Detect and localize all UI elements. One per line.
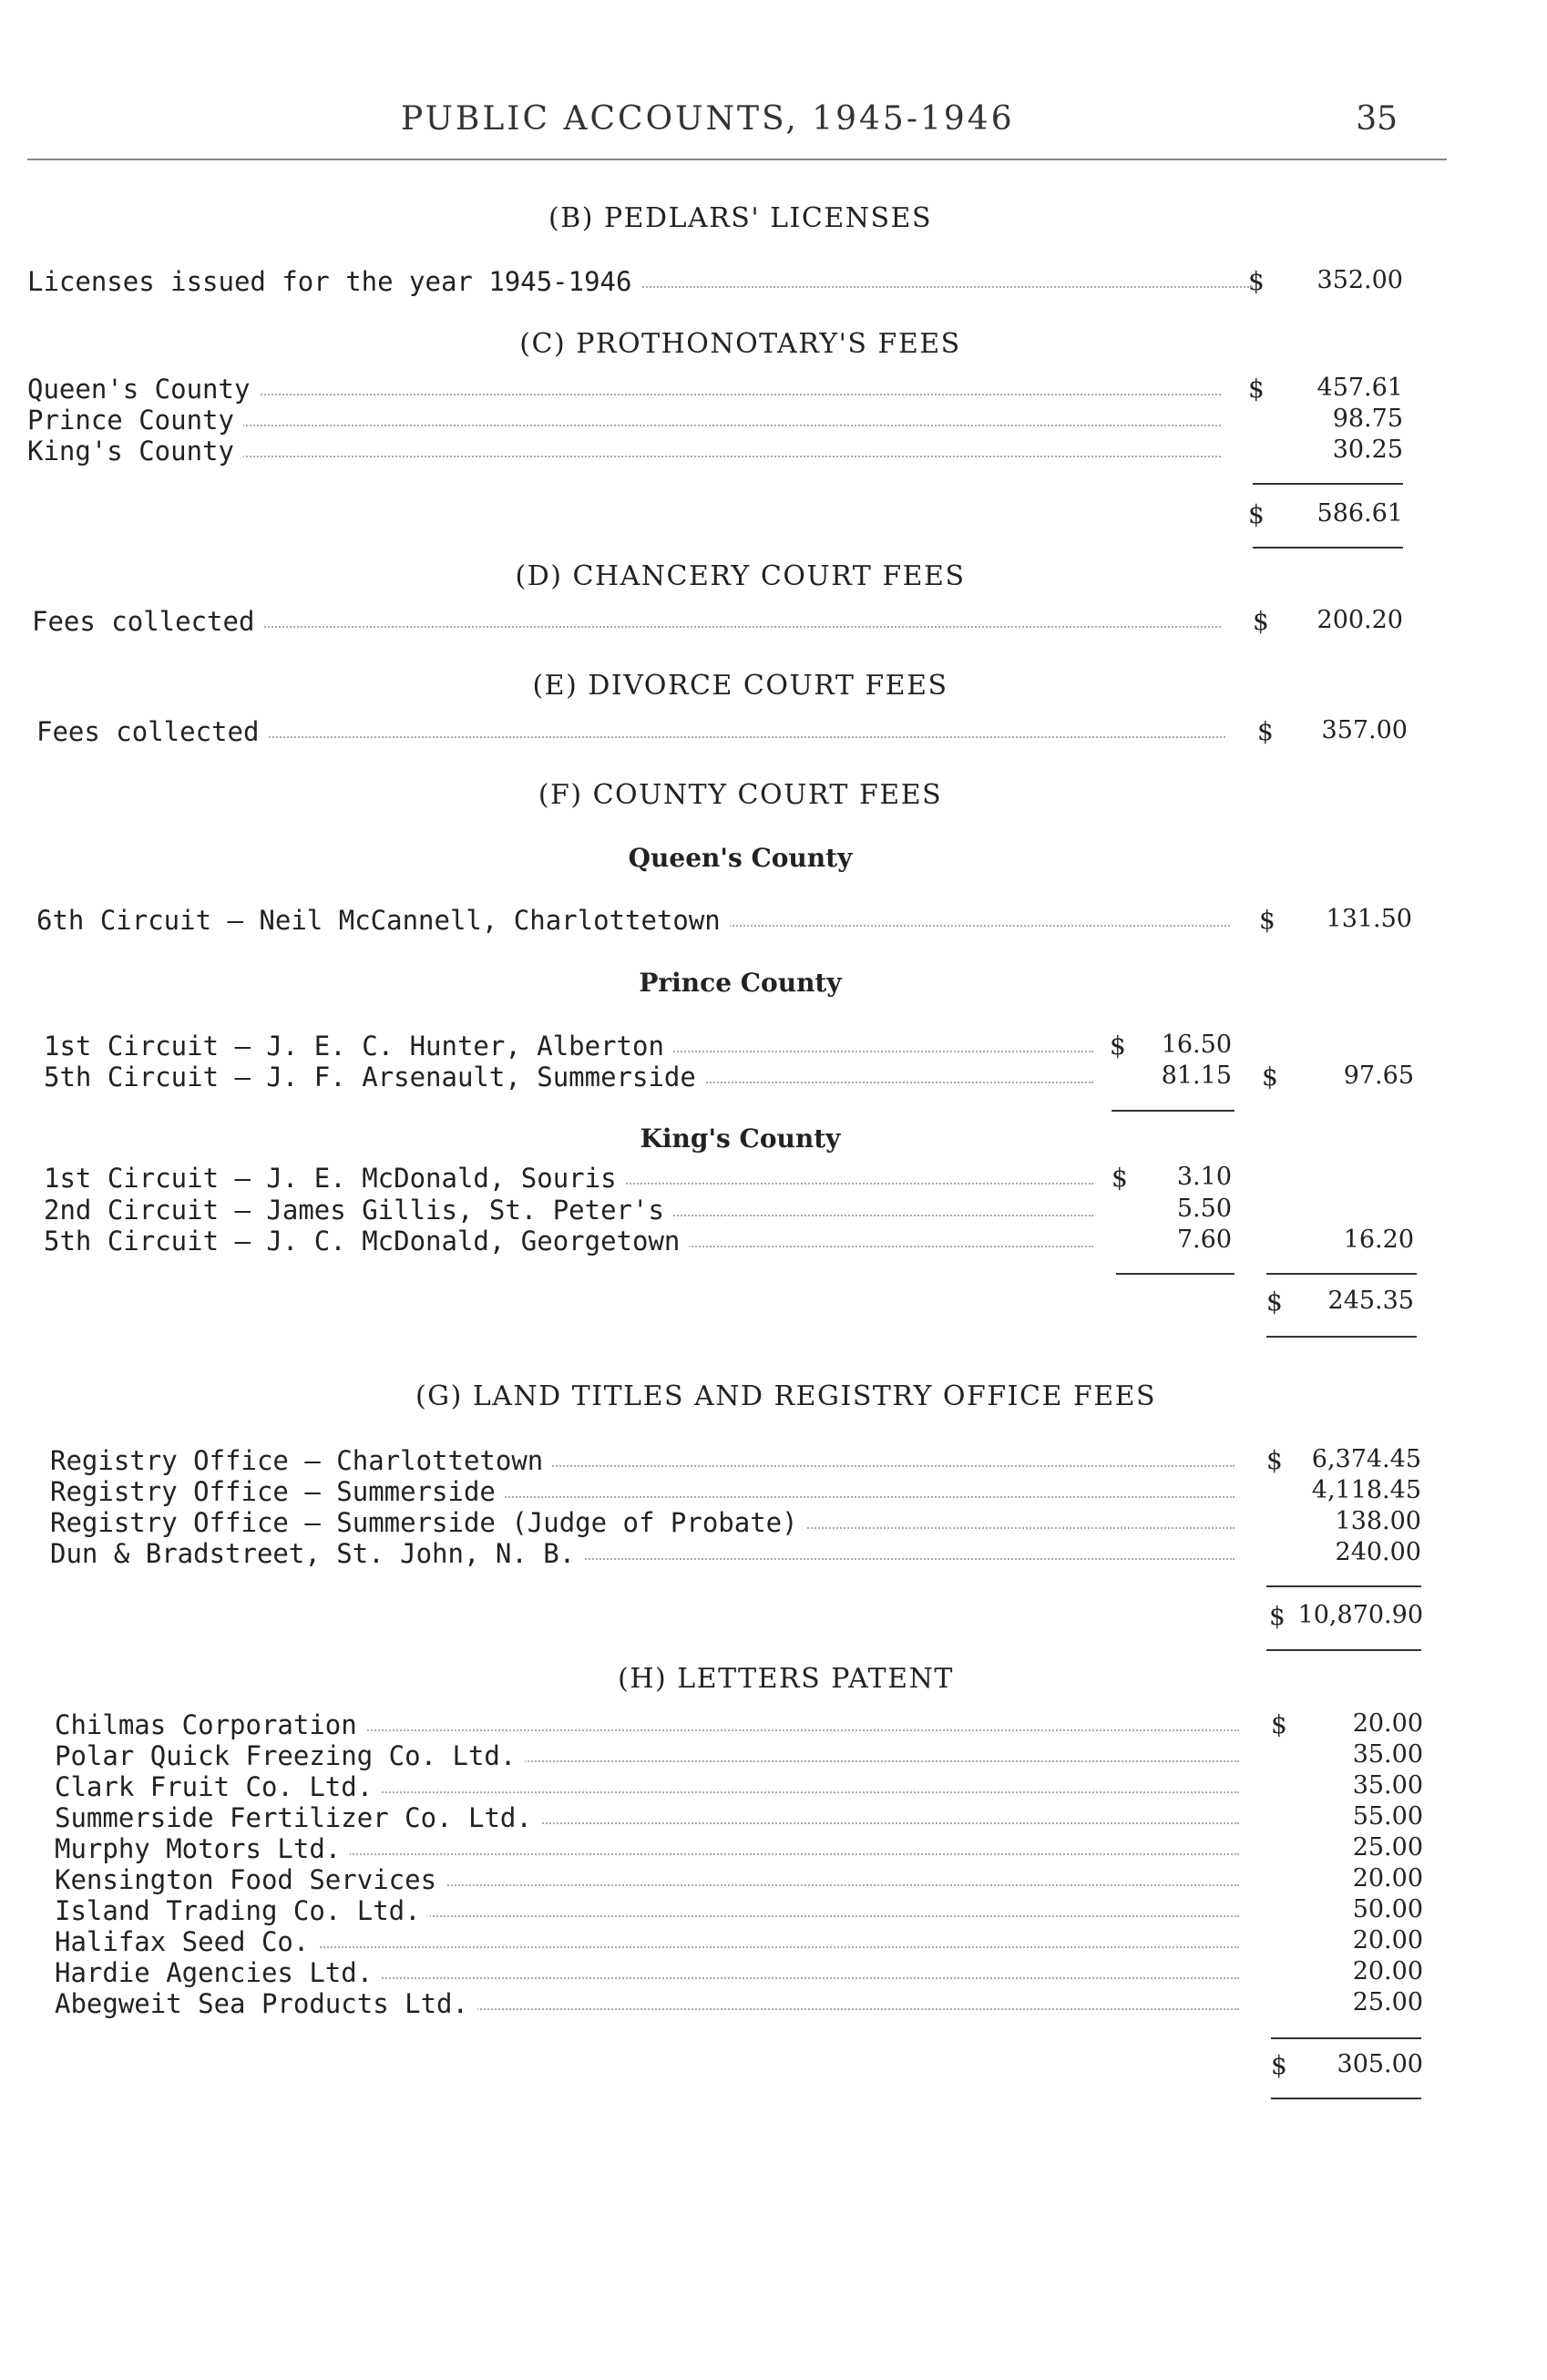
ledger-row xyxy=(36,905,1230,936)
amount: 20.00 xyxy=(1352,1926,1423,1954)
amount: 16.50 xyxy=(1161,1031,1232,1059)
ledger-row xyxy=(36,716,1225,747)
ledger-row xyxy=(44,1195,1093,1226)
ledger-row xyxy=(44,1062,1093,1093)
dollar-sign: $ xyxy=(1112,1163,1128,1193)
amount: 200.20 xyxy=(1316,606,1403,634)
section-heading-divorce: (E) DIVORCE COURT FEES xyxy=(532,670,948,702)
dollar-sign: $ xyxy=(1271,1709,1287,1739)
section-heading-county-court: (F) COUNTY COURT FEES xyxy=(538,779,943,811)
amount: 7.60 xyxy=(1176,1226,1232,1254)
amount: 81.15 xyxy=(1161,1062,1232,1090)
page-title: PUBLIC ACCOUNTS, 1945-1946 xyxy=(401,100,1015,138)
amount: 357.00 xyxy=(1321,716,1408,744)
dollar-sign: $ xyxy=(1257,716,1274,746)
row-label: Abegweit Sea Products Ltd. xyxy=(55,1988,477,2019)
section-heading-prothonotary: (C) PROTHONOTARY'S FEES xyxy=(519,328,961,360)
ledger-row xyxy=(55,1895,1239,1926)
subtotal: 16.20 xyxy=(1343,1226,1414,1254)
row-label: Queen's County xyxy=(27,374,259,405)
row-label: Registry Office — Summerside xyxy=(50,1476,505,1507)
section-heading-land-titles: (G) LAND TITLES AND REGISTRY OFFICE FEES xyxy=(415,1380,1157,1412)
total-rule xyxy=(1266,1336,1417,1338)
dollar-sign: $ xyxy=(1253,606,1269,636)
subheading-queens-county: Queen's County xyxy=(628,843,853,873)
amount: 50.00 xyxy=(1352,1895,1423,1923)
dollar-sign: $ xyxy=(1248,266,1265,296)
subtotal-rule xyxy=(1112,1110,1235,1112)
section-heading-letters-patent: (H) LETTERS PATENT xyxy=(618,1663,954,1695)
row-label: King's County xyxy=(27,436,243,467)
total-rule xyxy=(1253,483,1403,485)
amount: 3.10 xyxy=(1176,1163,1232,1191)
amount: 5.50 xyxy=(1176,1195,1232,1223)
ledger-row xyxy=(55,1833,1239,1864)
amount: 30.25 xyxy=(1332,436,1403,464)
amount: 20.00 xyxy=(1352,1957,1423,1985)
section-heading-chancery: (D) CHANCERY COURT FEES xyxy=(515,560,966,592)
row-label: Fees collected xyxy=(32,606,263,637)
ledger-row xyxy=(55,1957,1239,1988)
ledger-row xyxy=(27,266,1253,297)
section-total: 586.61 xyxy=(1316,499,1403,528)
section-total: 245.35 xyxy=(1327,1287,1414,1315)
amount: 35.00 xyxy=(1352,1740,1423,1769)
row-label: Polar Quick Freezing Co. Ltd. xyxy=(55,1740,525,1771)
row-label: Dun & Bradstreet, St. John, N. B. xyxy=(50,1538,584,1569)
row-label: Fees collected xyxy=(36,716,268,747)
ledger-row xyxy=(44,1031,1093,1062)
ledger-row xyxy=(27,436,1221,467)
row-label: Registry Office — Charlottetown xyxy=(50,1445,552,1476)
total-rule xyxy=(1271,2098,1421,2099)
row-label: 1st Circuit — J. E. C. Hunter, Alberton xyxy=(44,1031,673,1062)
section-total: 10,870.90 xyxy=(1297,1601,1423,1629)
page-header xyxy=(0,100,1547,155)
amount: 352.00 xyxy=(1316,266,1403,294)
subheading-kings-county: King's County xyxy=(640,1123,841,1154)
dollar-sign: $ xyxy=(1266,1445,1283,1475)
total-rule xyxy=(1266,1585,1421,1587)
ledger-row xyxy=(55,1709,1239,1740)
row-label: Clark Fruit Co. Ltd. xyxy=(55,1771,382,1802)
ledger-row xyxy=(44,1226,1093,1257)
ledger-row xyxy=(50,1538,1235,1569)
ledger-row xyxy=(55,1740,1239,1771)
ledger-row xyxy=(32,606,1221,637)
amount: 25.00 xyxy=(1352,1833,1423,1862)
total-rule xyxy=(1271,2037,1421,2039)
dollar-sign: $ xyxy=(1269,1601,1286,1631)
amount: 55.00 xyxy=(1352,1802,1423,1831)
amount: 457.61 xyxy=(1316,374,1403,402)
row-label: Registry Office — Summerside (Judge of Probate) xyxy=(50,1507,807,1538)
section-heading-pedlars: (B) PEDLARS' LICENSES xyxy=(548,202,933,234)
ledger-row xyxy=(55,1988,1239,2019)
ledger-row xyxy=(50,1445,1235,1476)
row-label: Island Trading Co. Ltd. xyxy=(55,1895,430,1926)
ledger-row xyxy=(27,374,1221,405)
page-number: 35 xyxy=(1356,100,1398,138)
dollar-sign: $ xyxy=(1266,1287,1283,1317)
amount: 20.00 xyxy=(1352,1864,1423,1893)
header-rule xyxy=(27,159,1447,160)
total-rule xyxy=(1253,547,1403,549)
row-label: 5th Circuit — J. F. Arsenault, Summerside xyxy=(44,1062,705,1093)
ledger-row xyxy=(50,1507,1235,1538)
ledger-row xyxy=(27,405,1221,436)
subtotal: 97.65 xyxy=(1343,1062,1414,1090)
row-label: 2nd Circuit — James Gillis, St. Peter's xyxy=(44,1195,673,1226)
ledger-row xyxy=(50,1476,1235,1507)
dollar-sign: $ xyxy=(1259,905,1276,935)
dollar-sign: $ xyxy=(1110,1031,1126,1061)
amount: 35.00 xyxy=(1352,1771,1423,1800)
row-label: Halifax Seed Co. xyxy=(55,1926,318,1957)
row-label: Kensington Food Services xyxy=(55,1864,446,1895)
ledger-row xyxy=(44,1163,1093,1194)
amount: 98.75 xyxy=(1332,405,1403,433)
ledger-row xyxy=(55,1771,1239,1802)
amount: 131.50 xyxy=(1326,905,1412,933)
row-label: Chilmas Corporation xyxy=(55,1709,366,1740)
subtotal-rule xyxy=(1116,1273,1235,1275)
ledger-row xyxy=(55,1802,1239,1833)
dollar-sign: $ xyxy=(1271,2050,1287,2080)
amount: 138.00 xyxy=(1335,1507,1421,1535)
row-label: Licenses issued for the year 1945-1946 xyxy=(27,266,640,297)
amount: 4,118.45 xyxy=(1311,1476,1421,1504)
section-total: 305.00 xyxy=(1337,2050,1423,2078)
amount: 240.00 xyxy=(1335,1538,1421,1566)
ledger-row xyxy=(55,1926,1239,1957)
dollar-sign: $ xyxy=(1248,499,1265,529)
subheading-prince-county: Prince County xyxy=(639,968,842,998)
row-label: Hardie Agencies Ltd. xyxy=(55,1957,382,1988)
total-rule xyxy=(1266,1649,1421,1651)
row-label: Prince County xyxy=(27,405,243,436)
amount: 25.00 xyxy=(1352,1988,1423,2016)
dollar-sign: $ xyxy=(1248,374,1265,404)
row-label: Murphy Motors Ltd. xyxy=(55,1833,350,1864)
row-label: Summerside Fertilizer Co. Ltd. xyxy=(55,1802,541,1833)
total-rule xyxy=(1266,1273,1417,1275)
ledger-row xyxy=(55,1864,1239,1895)
dollar-sign: $ xyxy=(1262,1062,1278,1092)
row-label: 5th Circuit — J. C. McDonald, Georgetown xyxy=(44,1226,689,1257)
amount: 6,374.45 xyxy=(1311,1445,1421,1473)
row-label: 6th Circuit — Neil McCannell, Charlottetown xyxy=(36,905,730,936)
row-label: 1st Circuit — J. E. McDonald, Souris xyxy=(44,1163,626,1194)
amount: 20.00 xyxy=(1352,1709,1423,1738)
